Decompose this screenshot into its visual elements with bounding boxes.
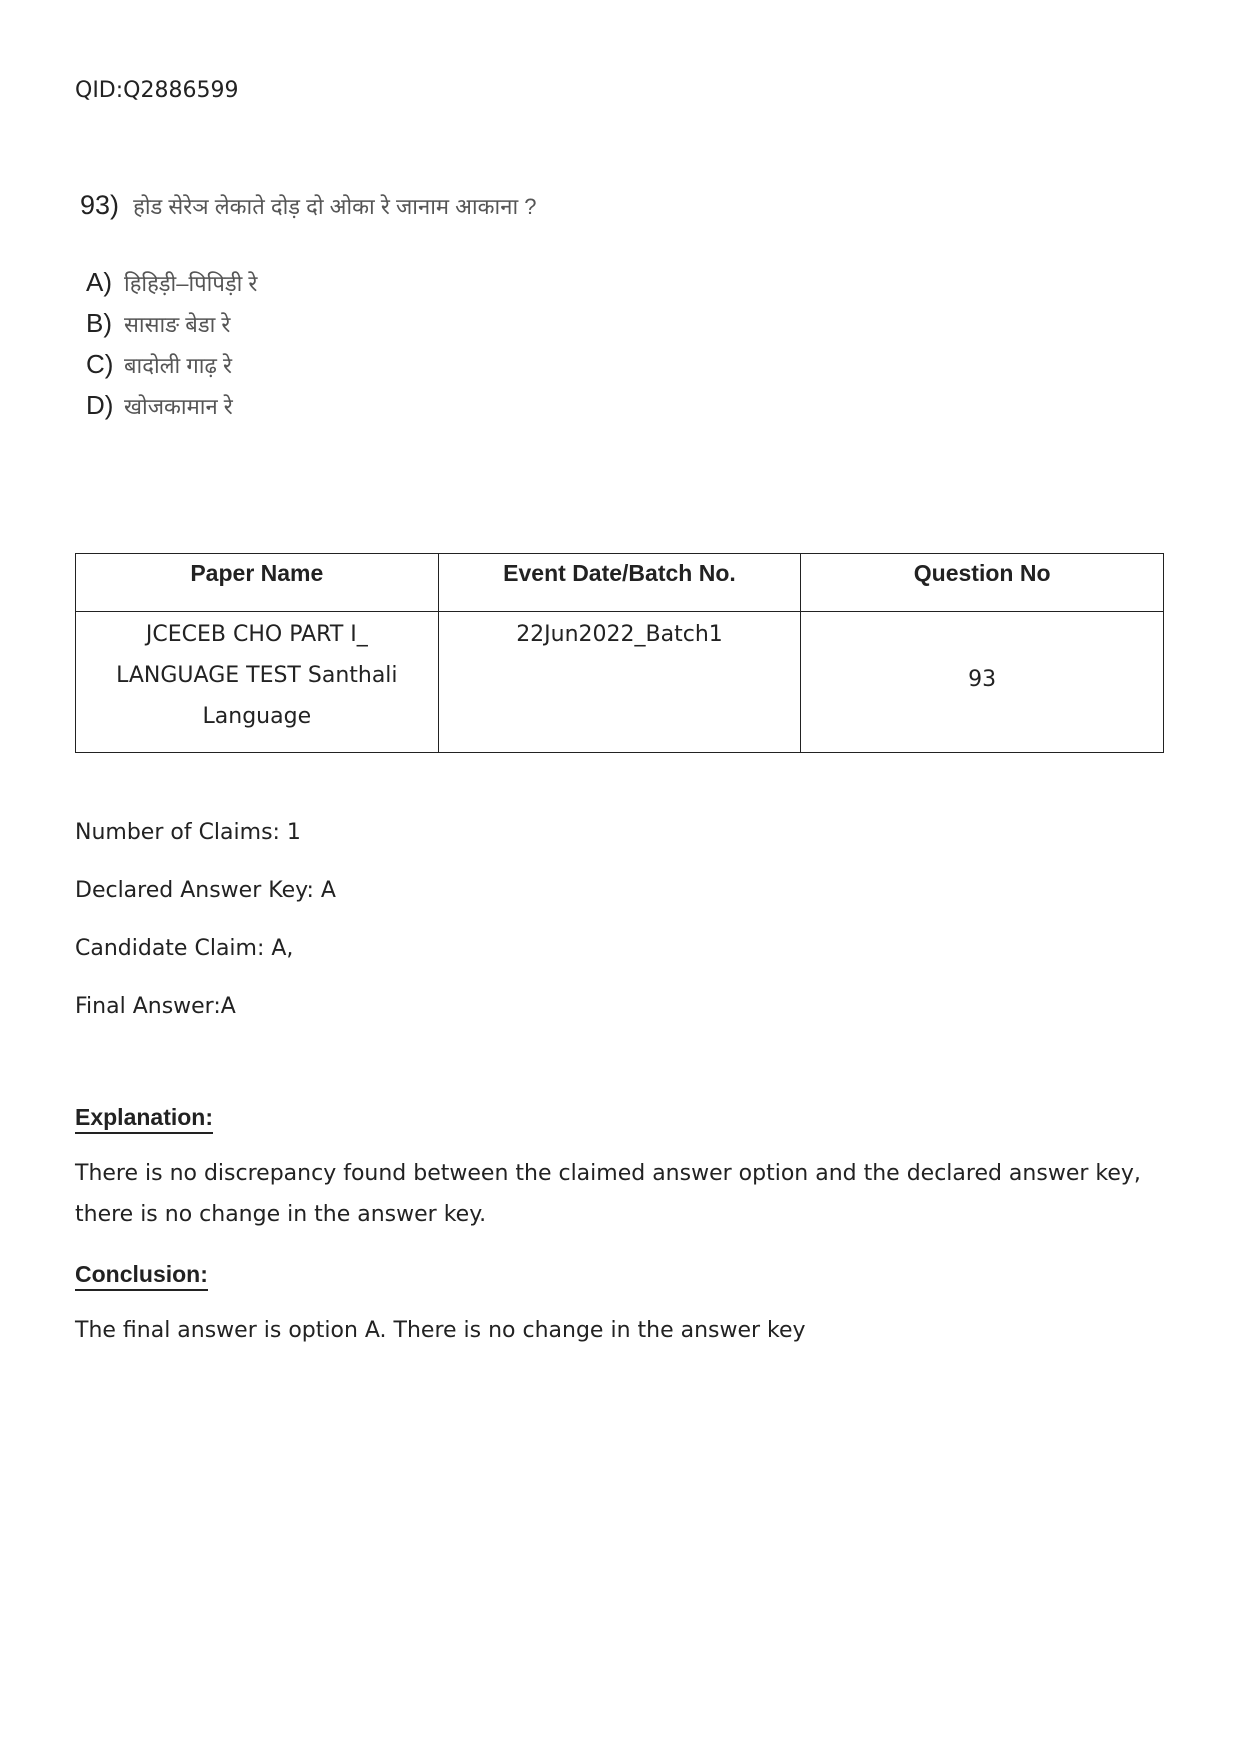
option-text: सासाङ बेडा रे (124, 311, 231, 337)
option-text: हिहिड़ी–पिपिड़ी रे (124, 270, 258, 296)
explanation-heading: Explanation: (75, 1104, 213, 1134)
option-label: C) (86, 349, 114, 379)
option-text: बादोली गाढ़ रे (124, 352, 232, 378)
option-d (86, 385, 257, 426)
cell-question-no: 93 (801, 612, 1164, 753)
table-header-row (76, 554, 1164, 612)
table-row (76, 612, 1164, 753)
option-label: D) (86, 390, 114, 420)
declared-answer-key: Declared Answer Key: A (75, 878, 336, 903)
option-label: B) (86, 308, 112, 338)
option-text: खोजकामान रे (124, 393, 233, 419)
answer-options (86, 262, 257, 426)
question-number: 93) (80, 190, 120, 220)
claims-summary (75, 815, 336, 1047)
final-answer: Final Answer:A (75, 994, 236, 1019)
cell-paper-name: JCECEB CHO PART I_ LANGUAGE TEST Santhali Language (76, 612, 439, 753)
candidate-claim: Candidate Claim: A, (75, 936, 294, 961)
question-text-block (80, 190, 537, 221)
conclusion-text: The final answer is option A. There is no change in the answer key (75, 1318, 806, 1343)
header-paper-name: Paper Name (76, 554, 439, 612)
option-label: A) (86, 267, 112, 297)
explanation-text: There is no discrepancy found between the claimed answer option and the declared answer key, there is no change in the answer key. (75, 1161, 1141, 1227)
option-c (86, 344, 257, 385)
header-question-no: Question No (801, 554, 1164, 612)
paper-info-table (75, 553, 1164, 753)
header-event-date: Event Date/Batch No. (438, 554, 801, 612)
question-id: QID:Q2886599 (75, 78, 239, 103)
conclusion-heading: Conclusion: (75, 1261, 208, 1291)
option-a (86, 262, 257, 303)
cell-event-date: 22Jun2022_Batch1 (438, 612, 801, 753)
question-text: होड सेरेञ लेकाते दोड़ दो ओका रे जानाम आकाना ? (133, 194, 537, 219)
option-b (86, 303, 257, 344)
number-of-claims: Number of Claims: 1 (75, 820, 301, 845)
